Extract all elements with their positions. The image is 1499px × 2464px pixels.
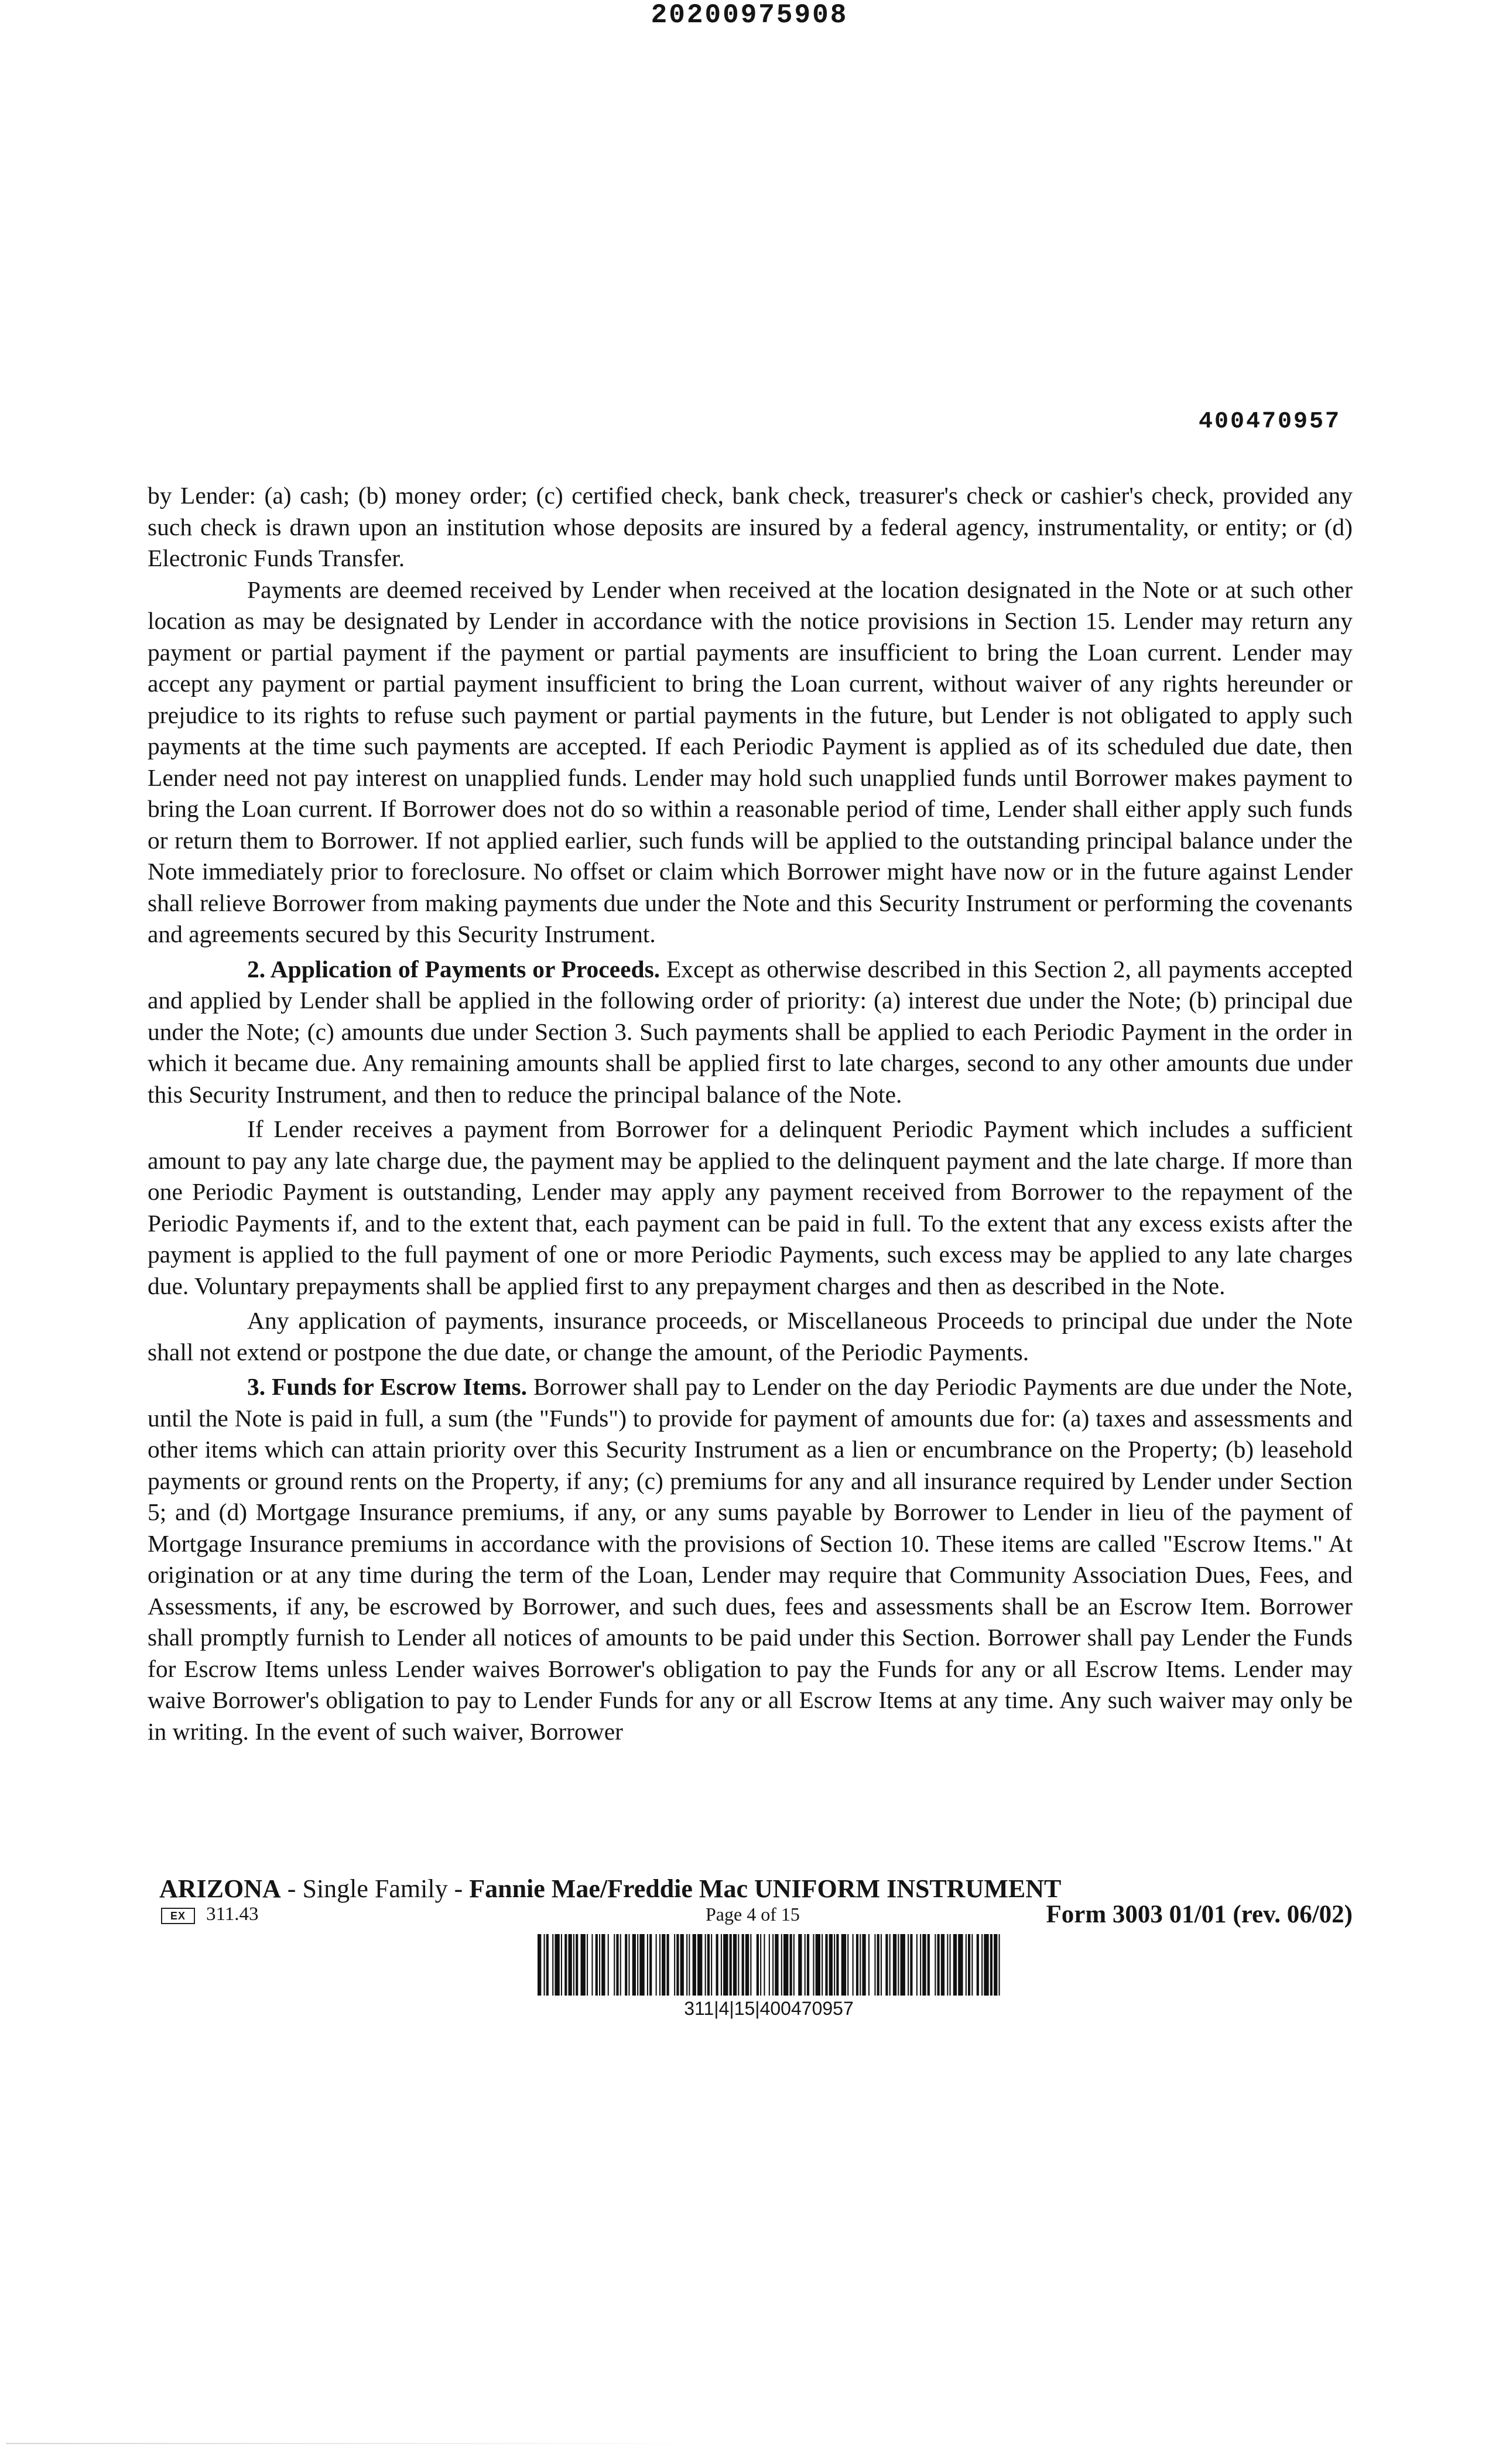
- barcode-bar: [680, 1934, 684, 1996]
- barcode-bar: [591, 1934, 593, 1996]
- barcode-bar: [711, 1934, 712, 1996]
- barcode-bar: [730, 1934, 732, 1996]
- paragraph-delinquent-payment: If Lender receives a payment from Borrower for a delinquent Periodic Payment which includes a sufficient amount to pay any late charge due, the payment may be applied to the delinquent payment and the late charge. If more than one Periodic Payment is outstanding, Lender may apply any payment received from Borrower to the repayment of the Periodic Payments if, and to the extent that, each payment can be paid in full. To the extent that any excess exists after the payment is applied to the full payment of one or more Periodic Payments, such excess may be applied to any late charges due. Voluntary prepayments shall be applied first to any prepayment charges and then as described in the Note.: [148, 1115, 1353, 1299]
- barcode-bar: [596, 1934, 598, 1996]
- barcode-bar: [662, 1934, 665, 1996]
- barcode-bar: [674, 1934, 675, 1996]
- barcode-bar: [608, 1934, 609, 1996]
- barcode-bar: [990, 1934, 993, 1996]
- barcode-bar: [816, 1934, 820, 1996]
- barcode-bar: [953, 1934, 957, 1996]
- barcode-bar: [544, 1934, 545, 1996]
- barcode-bar: [659, 1934, 660, 1996]
- barcode-bar: [853, 1934, 854, 1996]
- barcode-bar: [841, 1934, 846, 1996]
- barcode-bar: [738, 1934, 739, 1996]
- barcode-bar: [847, 1934, 848, 1996]
- page-number: Page 4 of 15: [706, 1904, 800, 1925]
- barcode-bar: [616, 1934, 618, 1996]
- barcode-bar: [555, 1934, 559, 1996]
- barcode-bar: [910, 1934, 912, 1996]
- barcode-bar: [599, 1934, 600, 1996]
- barcode-bar: [637, 1934, 638, 1996]
- barcode-bar: [686, 1934, 687, 1996]
- barcode-bar: [561, 1934, 562, 1996]
- barcode-bar: [834, 1934, 835, 1996]
- footer-state: ARIZONA: [159, 1874, 281, 1903]
- barcode-bar: [862, 1934, 865, 1996]
- barcode-bar: [628, 1934, 629, 1996]
- barcode-bar: [676, 1934, 679, 1996]
- recording-number: 20200975908: [651, 0, 848, 30]
- loan-number: 400470957: [1198, 409, 1341, 435]
- barcode-bar: [966, 1934, 967, 1996]
- barcode-bar: [647, 1934, 648, 1996]
- barcode-bar: [805, 1934, 806, 1996]
- barcode-bar: [769, 1934, 770, 1996]
- paragraph-payments-received: Payments are deemed received by Lender when received at the location designated in the Note or at such other location as may be designated by Lender in accordance with the notice provisions in Section 15. Lender may return any payment or partial payment if the payment or partial payments are insufficient to bring the Loan current. Lender may accept any payment or partial payment insufficient to bring the Loan current, without waiver of any rights hereunder or prejudice to its rights to refuse such payment or partial payments in the future, but Lender is not obligated to apply such payments at the time such payments are accepted. If each Periodic Payment is applied as of its scheduled due date, then Lender need not pay interest on unapplied funds. Lender may hold such unapplied funds until Borrower makes payment to bring the Loan current. If Borrower does not do so within a reasonable period of time, Lender shall either apply such funds or return them to Borrower. If not applied earlier, such funds will be applied to the outstanding principal balance under the Note immediately prior to foreclosure. No offset or claim which Borrower might have now or in the future against Lender shall relieve Borrower from making payments due under the Note and this Security Instrument or performing the covenants and agreements secured by this Security Instrument.: [148, 576, 1353, 947]
- barcode-bar: [552, 1934, 553, 1996]
- document-body: [148, 480, 1353, 1747]
- footer-separator: -: [447, 1874, 470, 1903]
- barcode-bar: [750, 1934, 751, 1996]
- footer-separator: -: [280, 1874, 303, 1903]
- barcode-bar: [772, 1934, 774, 1996]
- barcode-bar: [716, 1934, 718, 1996]
- barcode-bar: [822, 1934, 823, 1996]
- barcode-bar: [977, 1934, 979, 1996]
- scan-artifact-line: [6, 2443, 709, 2444]
- barcode-bar: [860, 1934, 861, 1996]
- barcode-bar: [984, 1934, 988, 1996]
- paragraph-application-of-proceeds: Any application of payments, insurance proceeds, or Miscellaneous Proceeds to principal due under the Note shall not extend or postpone the due date, or change the amount, of the Periodic Payments.: [148, 1307, 1353, 1366]
- section-2-text: Except as otherwise described in this Section 2, all payments accepted and applied by Lender shall be applied in the following order of priority: (a) interest due under the Note; (b) principal due under the Note; (c) amounts due under Section 3. Such payments shall be applied to each Periodic Payment in the order in which it became due. Any remaining amounts shall be applied first to late charges, second to any other amounts due under this Security Instrument, and then to reduce the principal balance of the Note.: [148, 955, 1353, 1108]
- barcode-text: 311|4|15|400470957: [684, 1998, 854, 2019]
- barcode-bar: [625, 1934, 627, 1996]
- barcode-bar: [908, 1934, 909, 1996]
- barcode-bar: [898, 1934, 899, 1996]
- barcode-bar: [874, 1934, 875, 1996]
- barcode-bar: [697, 1934, 702, 1996]
- section-2-application-of-payments: [148, 954, 1353, 1111]
- barcode-bar: [922, 1934, 926, 1996]
- barcode-bar: [807, 1934, 809, 1996]
- footer-family: Single Family: [302, 1874, 448, 1903]
- barcode-bar: [587, 1934, 588, 1996]
- barcode-bar: [693, 1934, 696, 1996]
- barcode-bar: [941, 1934, 944, 1996]
- barcode-bar: [889, 1934, 891, 1996]
- barcode-bar: [881, 1934, 882, 1996]
- barcode-bar: [885, 1934, 888, 1996]
- barcode-bar: [775, 1934, 778, 1996]
- barcode-bar: [877, 1934, 879, 1996]
- barcode-bar: [783, 1934, 788, 1996]
- paragraph-payment-methods: by Lender: (a) cash; (b) money order; (c) certified check, bank check, treasurer's check or cashier's check, provided any such check is drawn upon an institution whose deposits are insured by a federal agency, instrumentality, or entity; or (d) Electronic Funds Transfer.: [148, 482, 1353, 571]
- barcode-bar: [576, 1934, 578, 1996]
- barcode-bar: [538, 1934, 541, 1996]
- barcode-bar: [639, 1934, 644, 1996]
- barcode-bar: [790, 1934, 792, 1996]
- barcode-bar: [825, 1934, 827, 1996]
- section-2-title: 2. Application of Payments or Proceeds.: [247, 955, 660, 983]
- barcode-bar: [573, 1934, 574, 1996]
- barcode-bar: [893, 1934, 896, 1996]
- barcode-bar: [601, 1934, 605, 1996]
- barcode-icon: [538, 1934, 1000, 1996]
- barcode-bar: [764, 1934, 765, 1996]
- barcode-bar: [829, 1934, 833, 1996]
- barcode-bar: [721, 1934, 722, 1996]
- barcode-bar: [757, 1934, 759, 1996]
- barcode-bar: [856, 1934, 858, 1996]
- barcode-bar: [937, 1934, 940, 1996]
- footer-instrument: Fannie Mae/Freddie Mac UNIFORM INSTRUMENT: [469, 1874, 1062, 1903]
- barcode-bar: [632, 1934, 636, 1996]
- section-3-funds-for-escrow: [148, 1371, 1353, 1747]
- barcode-bar: [916, 1934, 918, 1996]
- barcode-bar: [928, 1934, 930, 1996]
- barcode-bar: [569, 1934, 572, 1996]
- barcode-bar: [656, 1934, 657, 1996]
- barcode-bar: [920, 1934, 921, 1996]
- barcode-bar: [901, 1934, 905, 1996]
- barcode-bar: [723, 1934, 728, 1996]
- barcode-bar: [994, 1934, 997, 1996]
- barcode-bar: [968, 1934, 970, 1996]
- barcode-bar: [546, 1934, 549, 1996]
- barcode-bar: [958, 1934, 963, 1996]
- barcode-bar: [581, 1934, 586, 1996]
- barcode-bar: [705, 1934, 706, 1996]
- barcode-bar: [781, 1934, 782, 1996]
- section-3-title: 3. Funds for Escrow Items.: [247, 1373, 528, 1400]
- barcode-bar: [971, 1934, 973, 1996]
- barcode-bar: [667, 1934, 669, 1996]
- barcode-bar: [836, 1934, 839, 1996]
- ex-logo-icon: EX: [161, 1908, 195, 1924]
- form-code: 311.43: [206, 1904, 259, 1925]
- barcode-bar: [564, 1934, 567, 1996]
- section-3-text: Borrower shall pay to Lender on the day Periodic Payments are due under the Note, until the Note is paid in full, a sum (the "Funds") to provide for payment of amounts due for: (a) taxes and assessments and other items which can attain priority over this Security Instrument as a lien or encumbrance on the Property; (b) leasehold payments or ground rents on the Property, if any; (c) premiums for any and all insurance required by Lender under Section 5; and (d) Mortgage Insurance premiums, if any, or any sums payable by Borrower to Lender in lieu of the payment of Mortgage Insurance premiums in accordance with the provisions of Section 10. These items are called "Escrow Items." At origination or at any time during the term of the Loan, Lender may require that Community Association Dues, Fees, and Assessments, if any, be escrowed by Borrower, and such dues, fees and assessments shall be an Escrow Item. Borrower shall promptly furnish to Lender all notices of amounts to be paid under this Section. Borrower shall pay Lender the Funds for Escrow Items unless Lender waives Borrower's obligation to pay the Funds for any or all Escrow Items. Lender may waive Borrower's obligation to pay to Lender Funds for any or all Escrow Items at any time. Any such waiver may only be in writing. In the event of such waiver, Borrower: [148, 1373, 1353, 1745]
- barcode-bar: [614, 1934, 615, 1996]
- barcode-bar: [950, 1934, 951, 1996]
- barcode-bar: [793, 1934, 795, 1996]
- barcode-bar: [813, 1934, 814, 1996]
- barcode-bar: [733, 1934, 737, 1996]
- barcode-bar: [999, 1934, 1000, 1996]
- barcode-bar: [760, 1934, 761, 1996]
- barcode-bar: [649, 1934, 652, 1996]
- form-number: Form 3003 01/01 (rev. 06/02): [1046, 1901, 1353, 1928]
- barcode-bar: [947, 1934, 948, 1996]
- barcode-bar: [689, 1934, 690, 1996]
- barcode-bar: [620, 1934, 621, 1996]
- barcode-bar: [798, 1934, 802, 1996]
- footer-title: [159, 1874, 1061, 1904]
- barcode-bar: [745, 1934, 749, 1996]
- barcode-bar: [742, 1934, 744, 1996]
- barcode-bar: [707, 1934, 710, 1996]
- barcode-bar: [868, 1934, 870, 1996]
- barcode-bar: [935, 1934, 936, 1996]
- barcode-bar: [981, 1934, 983, 1996]
